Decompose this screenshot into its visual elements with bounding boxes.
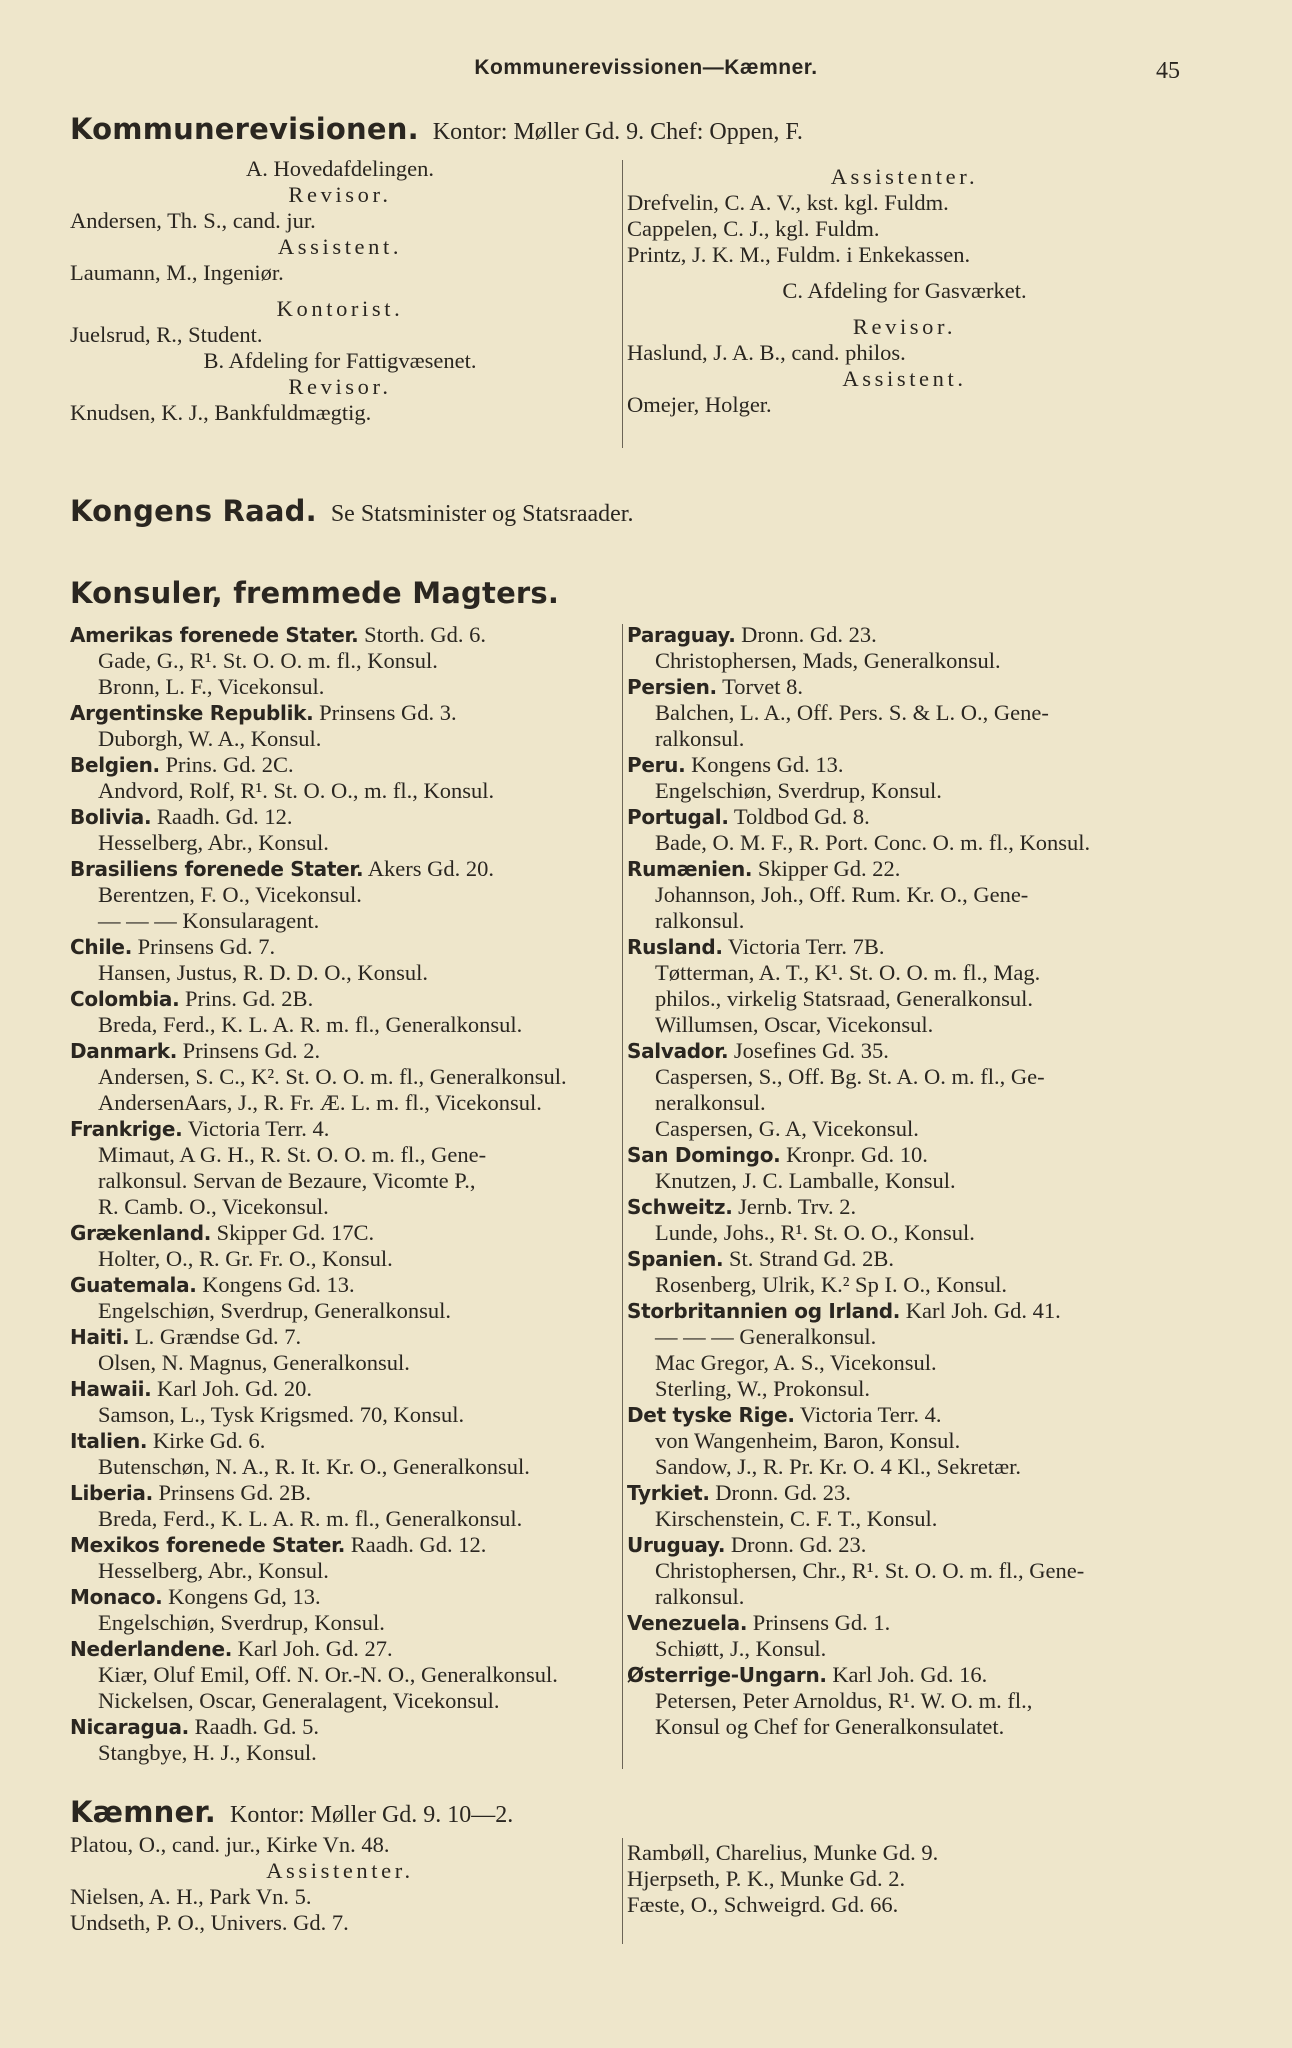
entry-text: Knudsen, K. J., Bankfuldmægtig. — [70, 400, 372, 425]
country-name: Liberia. — [70, 1481, 153, 1505]
list-item — [70, 1740, 625, 1766]
list-item — [627, 1636, 1187, 1662]
country-name: Venezuela. — [627, 1611, 748, 1635]
entry-text: Kontorist. — [276, 296, 404, 321]
address-text: Josefines Gd. 35. — [728, 1038, 889, 1063]
list-item — [70, 1558, 625, 1584]
entry-text: Holter, O., R. Gr. Fr. O., Konsul. — [98, 1246, 393, 1271]
address-text: Raadh. Gd. 12. — [345, 1532, 487, 1557]
entry-heading-line — [70, 1428, 625, 1454]
list-item — [627, 960, 1187, 986]
entry-text: Caspersen, G. A, Vicekonsul. — [655, 1116, 919, 1141]
address-text: Karl Joh. Gd. 41. — [900, 1298, 1061, 1323]
country-name: Haiti. — [70, 1325, 130, 1349]
country-name: Monaco. — [70, 1585, 163, 1609]
entry-text: Haslund, J. A. B., cand. philos. — [627, 340, 906, 365]
list-item — [627, 164, 1182, 190]
entry-heading-line — [70, 1116, 625, 1142]
entry-text: Assistenter. — [830, 164, 979, 189]
list-item — [70, 778, 625, 804]
list-item — [70, 1610, 625, 1636]
address-text: Kongens Gd, 13. — [162, 1584, 321, 1609]
entry-heading-line — [627, 1142, 1187, 1168]
country-name: Danmark. — [70, 1039, 178, 1063]
entry-text: Andersen, S. C., K². St. O. O. m. fl., Generalkonsul. — [98, 1064, 567, 1089]
entry-text: ralkonsul. Servan de Bezaure, Vicomte P., — [98, 1168, 476, 1193]
list-item — [70, 882, 625, 908]
entry-text: Fæste, O., Schweigrd. Gd. 66. — [627, 1892, 899, 1917]
entry-text: Andvord, Rolf, R¹. St. O. O., m. fl., Konsul. — [98, 778, 495, 803]
list-item — [627, 340, 1182, 366]
entry-text: neralkonsul. — [655, 1090, 766, 1115]
address-text: Dronn. Gd. 23. — [735, 622, 877, 647]
list-item — [70, 234, 610, 260]
kommunerevisionen-left-column — [70, 156, 610, 426]
entry-text: Laumann, M., Ingeniør. — [70, 260, 284, 285]
entry-text: Cappelen, C. J., kgl. Fuldm. — [627, 216, 880, 241]
list-item — [70, 260, 610, 286]
entry-heading-line — [70, 1376, 625, 1402]
address-text: St. Strand Gd. 2B. — [723, 1246, 894, 1271]
list-item — [627, 366, 1182, 392]
entry-text: philos., virkelig Statsraad, Generalkonsul. — [655, 986, 1034, 1011]
entry-text: Bade, O. M. F., R. Port. Conc. O. m. fl., Konsul. — [655, 830, 1091, 855]
list-item — [627, 1350, 1187, 1376]
entry-heading-line — [70, 1480, 625, 1506]
address-text: Victoria Terr. 4. — [794, 1402, 942, 1427]
country-name: Rusland. — [627, 935, 723, 959]
entry-text: Schiøtt, J., Konsul. — [655, 1636, 827, 1661]
list-item — [627, 1688, 1187, 1714]
list-item — [70, 400, 610, 426]
list-item — [70, 1402, 625, 1428]
list-item — [70, 1064, 625, 1090]
entry-text: Lunde, Johs., R¹. St. O. O., Konsul. — [655, 1220, 975, 1245]
entry-text: Revisor. — [288, 182, 392, 207]
entry-text: Kirschenstein, C. F. T., Konsul. — [655, 1506, 938, 1531]
address-text: Jernb. Trv. 2. — [732, 1194, 857, 1219]
list-item — [627, 1892, 1182, 1918]
entry-text: Gade, G., R¹. St. O. O. m. fl., Konsul. — [98, 648, 438, 673]
kaemner-right-column — [627, 1840, 1182, 1918]
entry-heading-line — [70, 622, 625, 648]
entry-text: Tøtterman, A. T., K¹. St. O. O. m. fl., Mag. — [655, 960, 1041, 985]
entry-text: R. Camb. O., Vicekonsul. — [98, 1194, 329, 1219]
column-divider — [622, 624, 623, 1769]
address-text: Kronpr. Gd. 10. — [780, 1142, 928, 1167]
list-item — [627, 1866, 1182, 1892]
entry-text: Nickelsen, Oscar, Generalagent, Vicekonsul. — [98, 1688, 500, 1713]
list-item — [627, 1168, 1187, 1194]
entry-heading-line — [627, 1662, 1187, 1688]
entry-text: Engelschiøn, Sverdrup, Generalkonsul. — [98, 1298, 452, 1323]
entry-heading-line — [70, 1324, 625, 1350]
entry-text: Juelsrud, R., Student. — [70, 322, 263, 347]
address-text: Dronn. Gd. 23. — [725, 1532, 867, 1557]
section-info: Kontor: Møller Gd. 9. Chef: Oppen, F. — [432, 119, 803, 145]
list-item — [627, 1272, 1187, 1298]
entry-heading-line — [70, 1636, 625, 1662]
country-name: Nicaragua. — [70, 1715, 189, 1739]
address-text: Kongens Gd. 13. — [685, 752, 844, 777]
list-item — [627, 1454, 1187, 1480]
entry-text: Willumsen, Oscar, Vicekonsul. — [655, 1012, 934, 1037]
country-name: Det tyske Rige. — [627, 1403, 795, 1427]
address-text: Karl Joh. Gd. 16. — [826, 1662, 988, 1687]
list-item — [70, 208, 610, 234]
column-divider — [622, 160, 623, 448]
list-item — [627, 242, 1182, 268]
list-item — [70, 156, 610, 182]
column-divider — [622, 1838, 623, 1944]
entry-text: Duborgh, W. A., Konsul. — [98, 726, 322, 751]
country-name: Schweitz. — [627, 1195, 733, 1219]
konsuler-left-column — [70, 622, 625, 1766]
country-name: Tyrkiet. — [627, 1481, 710, 1505]
list-item — [627, 1324, 1187, 1350]
list-item — [627, 986, 1187, 1012]
address-text: Prinsens Gd. 2. — [177, 1038, 321, 1063]
entry-heading-line — [627, 622, 1187, 648]
entry-text: Nielsen, A. H., Park Vn. 5. — [70, 1884, 312, 1909]
country-name: Chile. — [70, 935, 132, 959]
entry-text: Stangbye, H. J., Konsul. — [98, 1740, 317, 1765]
entry-heading-line — [70, 1220, 625, 1246]
country-name: San Domingo. — [627, 1143, 781, 1167]
country-name: Mexikos forenede Stater. — [70, 1533, 346, 1557]
list-item — [70, 1090, 625, 1116]
list-item — [627, 1714, 1187, 1740]
section-title: Kommunerevisionen. — [70, 112, 419, 146]
entry-heading-line — [627, 1298, 1187, 1324]
address-text: Prinsens Gd. 7. — [132, 934, 276, 959]
entry-heading-line — [627, 934, 1187, 960]
list-item — [70, 1910, 610, 1936]
list-item — [627, 726, 1187, 752]
list-item — [627, 1840, 1182, 1866]
address-text: Torvet 8. — [716, 674, 803, 699]
address-text: Prins. Gd. 2B. — [179, 986, 314, 1011]
section-title: Konsuler, fremmede Magters. — [70, 576, 560, 610]
address-text: Karl Joh. Gd. 27. — [232, 1636, 393, 1661]
section-title: Kongens Raad. — [70, 494, 317, 528]
entry-text: Konsul og Chef for Generalkonsulatet. — [655, 1714, 1005, 1739]
entry-text: Christophersen, Mads, Generalkonsul. — [655, 648, 1001, 673]
address-text: L. Grændse Gd. 7. — [129, 1324, 302, 1349]
entry-heading-line — [627, 856, 1187, 882]
entry-text: Hansen, Justus, R. D. D. O., Konsul. — [98, 960, 429, 985]
section-info: Se Statsminister og Statsraader. — [330, 501, 634, 527]
country-name: Guatemala. — [70, 1273, 197, 1297]
entry-text: B. Afdeling for Fattigvæsenet. — [203, 348, 477, 373]
running-head: Kommunerevissionen—Kæmner. — [474, 56, 818, 79]
list-item — [627, 1090, 1187, 1116]
entry-text: Balchen, L. A., Off. Pers. S. & L. O., Gene- — [655, 700, 1049, 725]
address-text: Storth. Gd. 6. — [358, 622, 486, 647]
address-text: Karl Joh. Gd. 20. — [151, 1376, 313, 1401]
list-item — [627, 1428, 1187, 1454]
entry-heading-line — [627, 1038, 1187, 1064]
section-info: Kontor: Møller Gd. 9. 10—2. — [229, 1802, 514, 1828]
entry-text: Printz, J. K. M., Fuldm. i Enkekassen. — [627, 242, 971, 267]
country-name: Hawaii. — [70, 1377, 152, 1401]
entry-text: Petersen, Peter Arnoldus, R¹. W. O. m. fl., — [655, 1688, 1033, 1713]
list-item — [627, 1584, 1187, 1610]
entry-text: Hesselberg, Abr., Konsul. — [98, 1558, 329, 1583]
entry-text: Christophersen, Chr., R¹. St. O. O. m. fl., Gene- — [655, 1558, 1085, 1583]
entry-text: Assistenter. — [266, 1858, 414, 1883]
list-item — [627, 1012, 1187, 1038]
list-item — [70, 1858, 610, 1884]
list-item — [70, 1168, 625, 1194]
address-text: Toldbod Gd. 8. — [728, 804, 870, 829]
country-name: Argentinske Republik. — [70, 701, 314, 725]
entry-text: Knutzen, J. C. Lamballe, Konsul. — [655, 1168, 956, 1193]
list-item — [70, 1662, 625, 1688]
entry-text: Rambøll, Charelius, Munke Gd. 9. — [627, 1840, 939, 1865]
list-item — [627, 190, 1182, 216]
list-item — [70, 1454, 625, 1480]
country-name: Peru. — [627, 753, 686, 777]
address-text: Kirke Gd. 6. — [147, 1428, 266, 1453]
list-item — [627, 908, 1187, 934]
entry-text: Breda, Ferd., K. L. A. R. m. fl., Generalkonsul. — [98, 1506, 523, 1531]
list-item — [627, 1064, 1187, 1090]
entry-text: Sandow, J., R. Pr. Kr. O. 4 Kl., Sekretær. — [655, 1454, 1022, 1479]
entry-heading-line — [627, 674, 1187, 700]
entry-heading-line — [70, 1584, 625, 1610]
entry-heading-line — [70, 804, 625, 830]
konsuler-right-column — [627, 622, 1187, 1740]
list-item — [627, 314, 1182, 340]
entry-text: ralkonsul. — [655, 908, 745, 933]
entry-heading-line — [627, 1480, 1187, 1506]
list-item — [70, 1688, 625, 1714]
entry-heading-line — [627, 1246, 1187, 1272]
address-text: Akers Gd. 20. — [363, 856, 494, 881]
country-name: Spanien. — [627, 1247, 724, 1271]
entry-heading-line — [627, 1402, 1187, 1428]
section-title: Kæmner. — [70, 1795, 216, 1829]
entry-heading-line — [70, 752, 625, 778]
kaemner-left-column — [70, 1832, 610, 1936]
entry-text: Rosenberg, Ulrik, K.² Sp I. O., Konsul. — [655, 1272, 1007, 1297]
list-item — [627, 1220, 1187, 1246]
entry-heading-line — [627, 804, 1187, 830]
list-item — [70, 1194, 625, 1220]
entry-text: A. Hovedafdelingen. — [245, 156, 435, 181]
entry-text: Andersen, Th. S., cand. jur. — [70, 208, 316, 233]
entry-text: Mimaut, A G. H., R. St. O. O. m. fl., Gene- — [98, 1142, 487, 1167]
address-text: Prinsens Gd. 1. — [747, 1610, 891, 1635]
address-text: Prins. Gd. 2C. — [159, 752, 294, 777]
list-item — [70, 322, 610, 348]
country-name: Colombia. — [70, 987, 180, 1011]
page-number: 45 — [1156, 58, 1180, 84]
section-konsuler-heading — [70, 576, 559, 610]
list-item — [627, 1558, 1187, 1584]
list-item — [627, 830, 1187, 856]
entry-text: Johannson, Joh., Off. Rum. Kr. O., Gene- — [655, 882, 1029, 907]
address-text: Victoria Terr. 7B. — [722, 934, 885, 959]
section-kaemner-heading — [70, 1795, 513, 1829]
country-name: Italien. — [70, 1429, 148, 1453]
address-text: Raadh. Gd. 12. — [151, 804, 293, 829]
entry-heading-line — [70, 856, 625, 882]
country-name: Paraguay. — [627, 623, 736, 647]
country-name: Salvador. — [627, 1039, 729, 1063]
country-name: Frankrige. — [70, 1117, 183, 1141]
entry-heading-line — [627, 1610, 1187, 1636]
entry-text: Samson, L., Tysk Krigsmed. 70, Konsul. — [98, 1402, 465, 1427]
entry-text: Assistent. — [842, 366, 967, 391]
country-name: Grækenland. — [70, 1221, 212, 1245]
entry-text: Berentzen, F. O., Vicekonsul. — [98, 882, 362, 907]
country-name: Bolivia. — [70, 805, 152, 829]
list-item — [70, 1884, 610, 1910]
address-text: Victoria Terr. 4. — [182, 1116, 330, 1141]
list-item — [627, 1376, 1187, 1402]
entry-heading-line — [627, 1532, 1187, 1558]
entry-text: von Wangenheim, Baron, Konsul. — [655, 1428, 961, 1453]
entry-text: C. Afdeling for Gasværket. — [782, 278, 1027, 303]
section-kongens-raad-heading — [70, 494, 633, 528]
entry-heading-line — [70, 1714, 625, 1740]
entry-text: Butenschøn, N. A., R. It. Kr. O., Generalkonsul. — [98, 1454, 530, 1479]
list-item — [627, 648, 1187, 674]
entry-text: Hjerpseth, P. K., Munke Gd. 2. — [627, 1866, 906, 1891]
address-text: Skipper Gd. 22. — [752, 856, 901, 881]
entry-text: Olsen, N. Magnus, Generalkonsul. — [98, 1350, 410, 1375]
entry-heading-line — [70, 1038, 625, 1064]
entry-text: — — — Generalkonsul. — [655, 1324, 877, 1349]
list-item — [70, 348, 610, 374]
entry-text: Engelschiøn, Sverdrup, Konsul. — [98, 1610, 385, 1635]
list-item — [70, 296, 610, 322]
country-name: Storbritannien og Irland. — [627, 1299, 901, 1323]
entry-text: Sterling, W., Prokonsul. — [655, 1376, 871, 1401]
entry-text: Breda, Ferd., K. L. A. R. m. fl., Generalkonsul. — [98, 1012, 523, 1037]
country-name: Portugal. — [627, 805, 729, 829]
entry-text: Bronn, L. F., Vicekonsul. — [98, 674, 325, 699]
entry-heading-line — [70, 700, 625, 726]
entry-text: Drefvelin, C. A. V., kst. kgl. Fuldm. — [627, 190, 949, 215]
list-item — [627, 778, 1187, 804]
country-name: Nederlandene. — [70, 1637, 233, 1661]
list-item — [70, 674, 625, 700]
country-name: Rumænien. — [627, 857, 753, 881]
address-text: Raadh. Gd. 5. — [188, 1714, 319, 1739]
address-text: Prinsens Gd. 2B. — [152, 1480, 312, 1505]
list-item — [70, 1298, 625, 1324]
entry-text: Omejer, Holger. — [627, 392, 772, 417]
list-item — [70, 830, 625, 856]
country-name: Belgien. — [70, 753, 160, 777]
spacer — [627, 304, 1182, 314]
spacer — [70, 286, 610, 296]
entry-text: Revisor. — [852, 314, 957, 339]
entry-text: Assistent. — [277, 234, 403, 259]
address-text: Dronn. Gd. 23. — [709, 1480, 851, 1505]
country-name: Uruguay. — [627, 1533, 726, 1557]
list-item — [70, 1246, 625, 1272]
address-text: Prinsens Gd. 3. — [313, 700, 457, 725]
entry-heading-line — [70, 1272, 625, 1298]
country-name: Brasiliens forenede Stater. — [70, 857, 364, 881]
address-text: Skipper Gd. 17C. — [211, 1220, 375, 1245]
list-item — [70, 1506, 625, 1532]
list-item — [70, 1142, 625, 1168]
entry-text: Engelschiøn, Sverdrup, Konsul. — [655, 778, 942, 803]
list-item — [70, 1012, 625, 1038]
entry-text: ralkonsul. — [655, 726, 745, 751]
entry-heading-line — [627, 1194, 1187, 1220]
spacer — [627, 268, 1182, 278]
list-item — [70, 374, 610, 400]
entry-text: Platou, O., cand. jur., Kirke Vn. 48. — [70, 1832, 390, 1857]
address-text: Kongens Gd. 13. — [196, 1272, 355, 1297]
country-name: Persien. — [627, 675, 717, 699]
entry-text: Mac Gregor, A. S., Vicekonsul. — [655, 1350, 937, 1375]
entry-text: — — — Konsularagent. — [98, 908, 320, 933]
entry-text: Hesselberg, Abr., Konsul. — [98, 830, 329, 855]
entry-heading-line — [70, 1532, 625, 1558]
list-item — [627, 278, 1182, 304]
entry-text: ralkonsul. — [655, 1584, 745, 1609]
kommunerevisionen-right-column — [627, 164, 1182, 418]
list-item — [70, 648, 625, 674]
entry-text: Revisor. — [288, 374, 392, 399]
list-item — [627, 1506, 1187, 1532]
list-item — [70, 960, 625, 986]
list-item — [70, 1832, 610, 1858]
list-item — [627, 1116, 1187, 1142]
entry-text: Kiær, Oluf Emil, Off. N. Or.-N. O., Generalkonsul. — [98, 1662, 558, 1687]
list-item — [627, 700, 1187, 726]
entry-heading-line — [70, 934, 625, 960]
list-item — [70, 1350, 625, 1376]
list-item — [70, 908, 625, 934]
entry-heading-line — [70, 986, 625, 1012]
entry-text: AndersenAars, J., R. Fr. Æ. L. m. fl., Vicekonsul. — [98, 1090, 542, 1115]
country-name: Amerikas forenede Stater. — [70, 623, 359, 647]
list-item — [627, 216, 1182, 242]
list-item — [627, 392, 1182, 418]
entry-heading-line — [627, 752, 1187, 778]
entry-text: Caspersen, S., Off. Bg. St. A. O. m. fl., Ge- — [655, 1064, 1045, 1089]
entry-text: Undseth, P. O., Univers. Gd. 7. — [70, 1910, 349, 1935]
list-item — [627, 882, 1187, 908]
list-item — [70, 182, 610, 208]
list-item — [70, 726, 625, 752]
country-name: Østerrige-Ungarn. — [627, 1663, 827, 1687]
section-kommunerevisionen-heading — [70, 112, 803, 146]
